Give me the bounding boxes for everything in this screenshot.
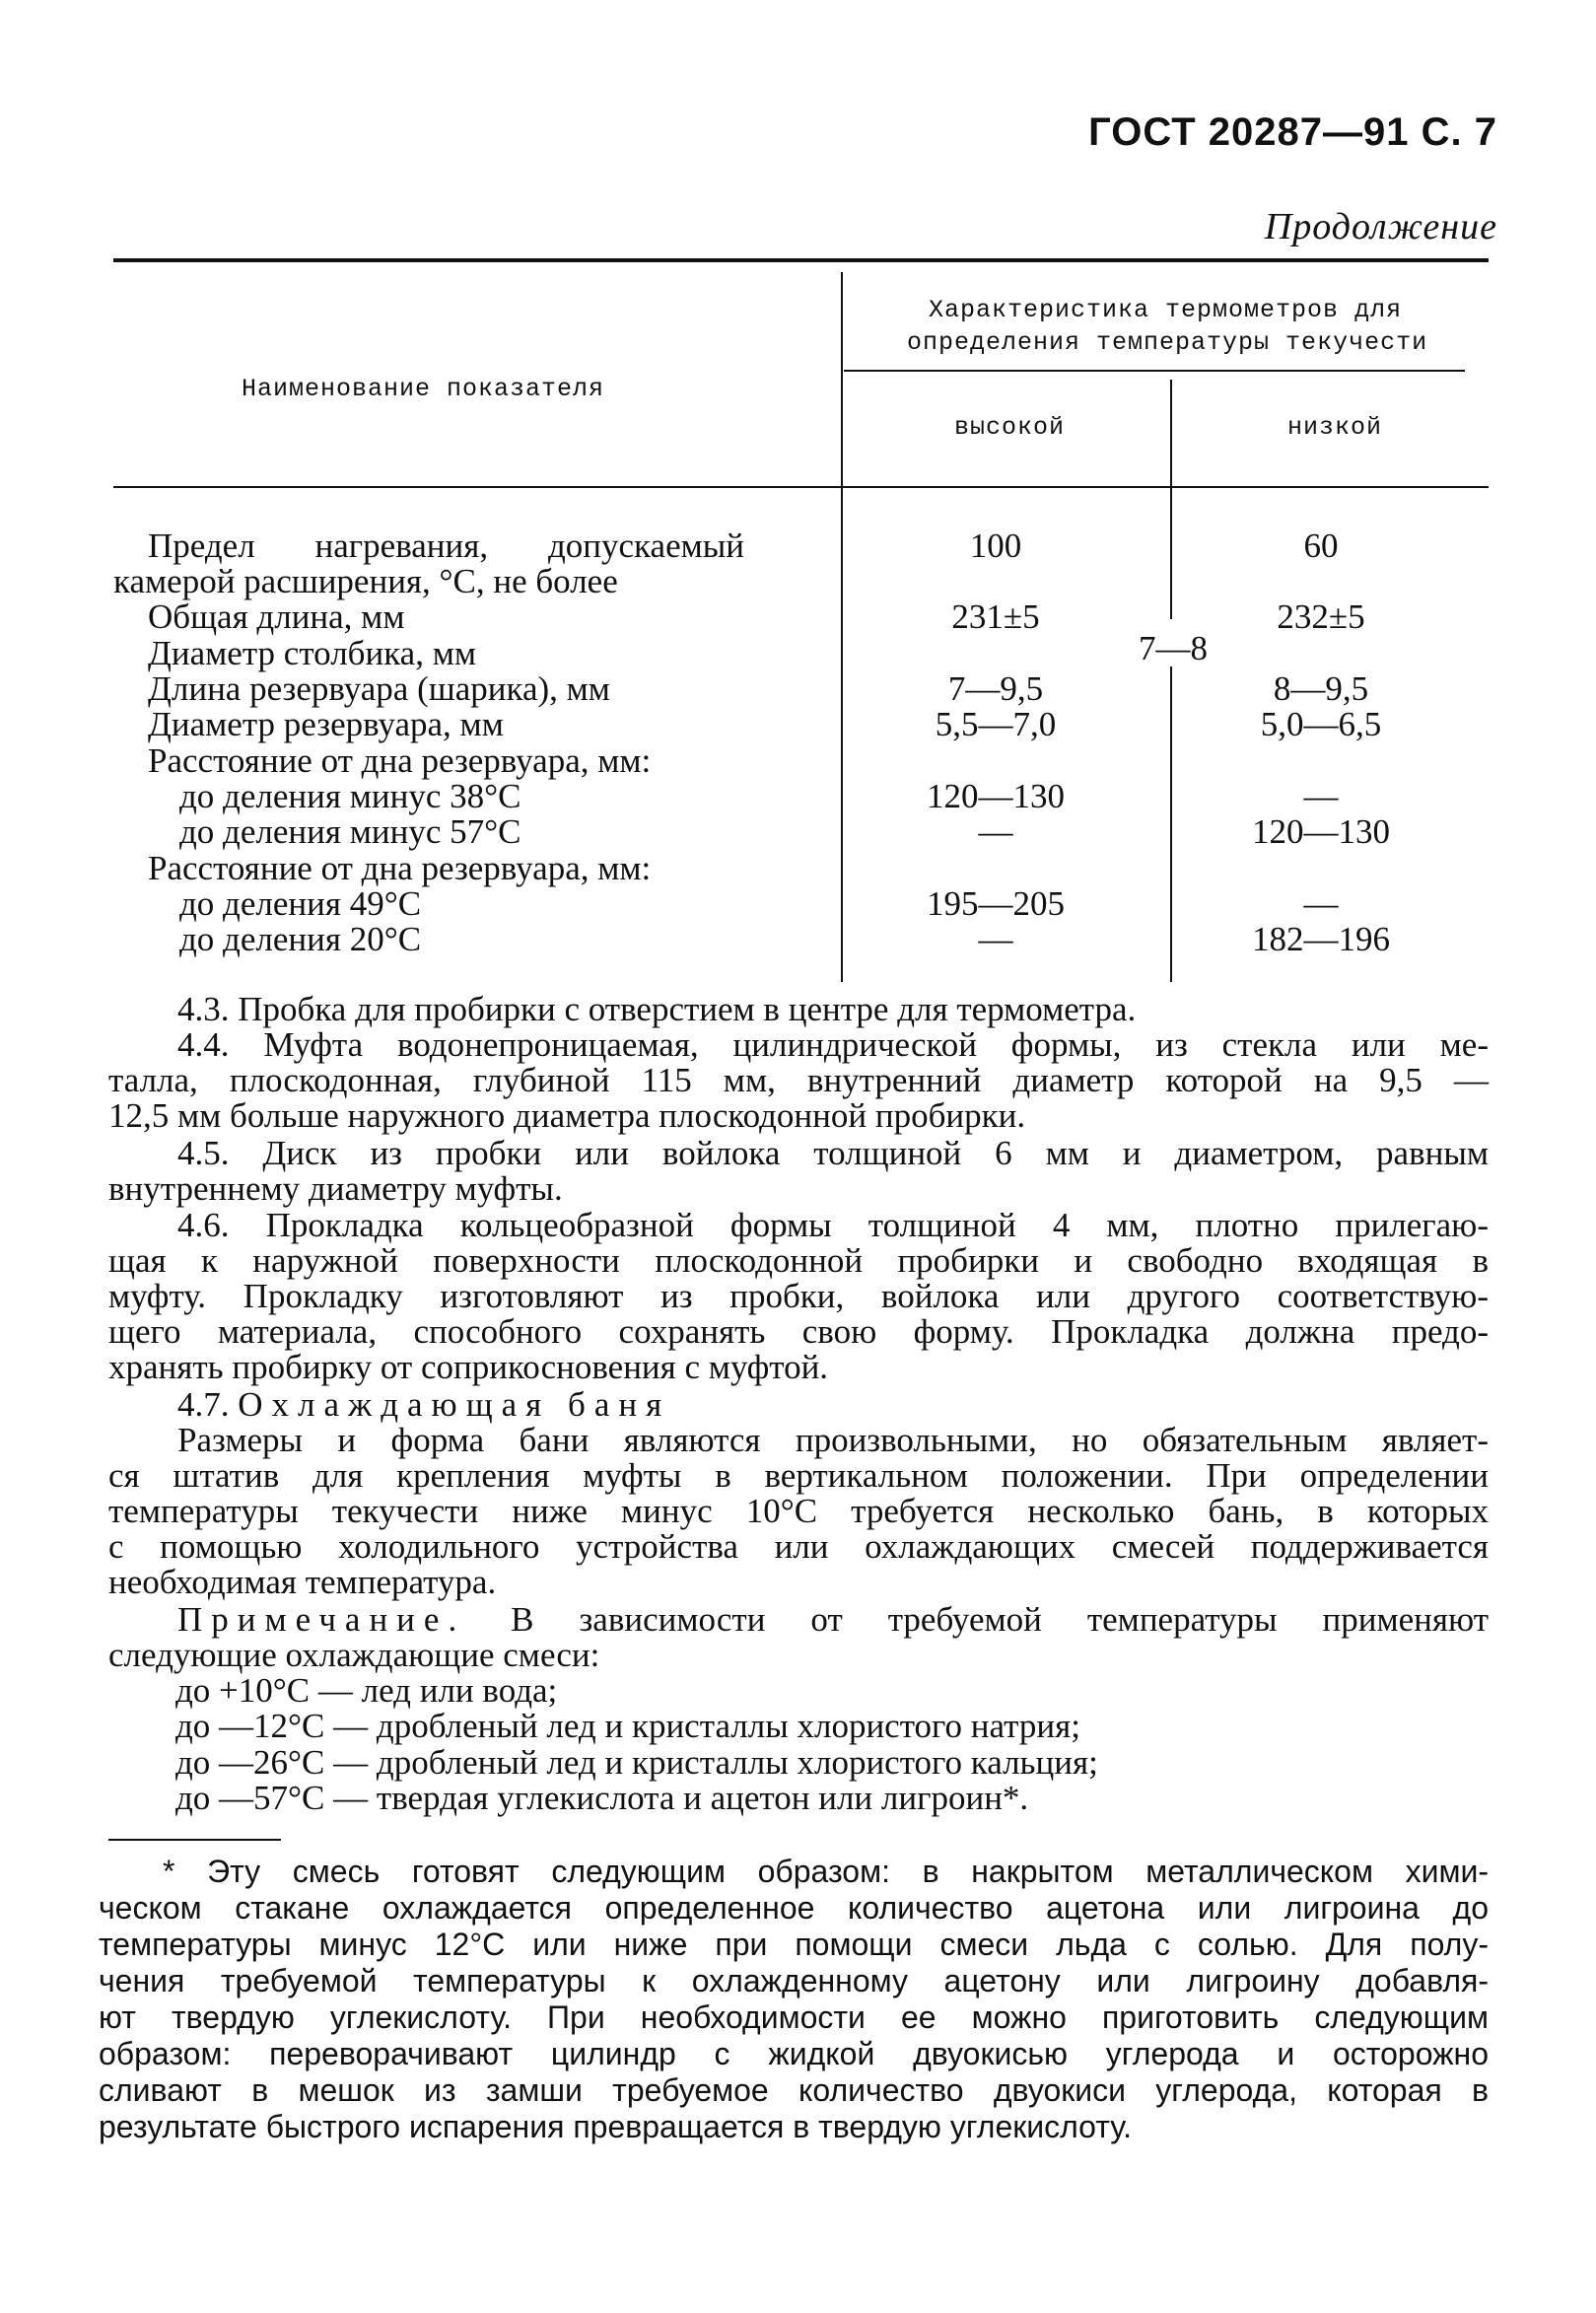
paragraph-line: щая к наружной поверхности плоскодонной пробирки и свободно входящая в [108, 1241, 1489, 1280]
paragraph-line: 4.4. Муфта водонепроницаемая, цилиндрической формы, из стекла или ме- [177, 1025, 1489, 1064]
footnote [99, 1854, 1489, 2145]
paragraph-4-7 [108, 1423, 1489, 1600]
footnote-rule [108, 1839, 281, 1841]
row-label: до деления 20°С [179, 920, 422, 958]
paragraph-line: 4.5. Диск из пробки или войлока толщиной 6 мм и диаметром, равным [177, 1134, 1489, 1172]
row-label: Общая длина, мм [148, 597, 405, 636]
note-text: В зависимости от требуемой температуры применяют [511, 1600, 1489, 1639]
paragraph-line: талла, плоскодонная, глубиной 115 мм, внутренний диаметр которой на 9,5 — [108, 1061, 1489, 1099]
paragraph-4-3: 4.3. Пробка для пробирки с отверстием в центре для термометра. [177, 990, 1137, 1028]
paragraph-line: муфту. Прокладку изготовляют из пробки, войлока или другого соответствую- [108, 1277, 1489, 1315]
cell-low: 182—196 [1252, 920, 1390, 958]
cell-high: 120—130 [927, 777, 1065, 815]
cell-low: 8—9,5 [1273, 669, 1369, 708]
paragraph-4-6 [108, 1208, 1489, 1385]
row-label: до деления минус 57°С [179, 812, 521, 851]
header-group-line2: определения температуры текучести [907, 328, 1428, 357]
cell-high: 195—205 [927, 884, 1065, 923]
note [108, 1602, 1489, 1673]
page-header: ГОСТ 20287—91 С. 7 [1088, 110, 1497, 154]
row-label: до деления 49°С [179, 884, 422, 923]
paragraph-line: Размеры и форма бани являются произвольными, но обязательным являет- [177, 1421, 1489, 1459]
row-label: Длина резервуара (шарика), мм [148, 669, 610, 708]
header-col-high: высокой [954, 413, 1066, 442]
header-col-low: низкой [1287, 413, 1383, 442]
section-number: 4.7. [177, 1385, 230, 1424]
header-group-line1: Характеристика термометров для [929, 296, 1403, 324]
cell-low: 232±5 [1277, 597, 1365, 636]
mixture-item: до —26°С — дробленый лед и кристаллы хлористого кальция; [175, 1743, 1098, 1782]
cell-high: — [978, 812, 1013, 851]
section-title: Охлаждающая баня [238, 1385, 671, 1424]
cell-high: 231±5 [951, 597, 1040, 636]
footnote-line: сливают в мешок из замши требуемое количество двуокиси углерода, которая в [99, 2072, 1489, 2108]
footnote-line: результате быстрого испарения превращается в твердую углекислоту. [99, 2109, 1132, 2144]
table-top-rule [113, 258, 1489, 262]
cell-high: 5,5—7,0 [935, 705, 1057, 743]
continuation-label: Продолжение [1264, 206, 1497, 247]
note-line: следующие охлаждающие смеси: [108, 1636, 600, 1674]
row-label: камерой расширения, °С, не более [113, 562, 618, 600]
row-label: Предел нагревания, допускаемый [148, 526, 744, 565]
paragraph-4-5 [108, 1136, 1489, 1207]
mixture-item: до —57°С — твердая углекислота и ацетон или лигроин*. [175, 1779, 1029, 1817]
cell-low: — [1303, 777, 1339, 815]
footnote-line: * Эту смесь готовят следующим образом: в накрытом металлическом хими- [163, 1854, 1489, 1889]
row-label: до деления минус 38°С [179, 777, 521, 815]
paragraph-line: 4.6. Прокладка кольцеобразной формы толщиной 4 мм, плотно прилегаю- [177, 1206, 1489, 1244]
cell-high: 7—9,5 [947, 669, 1044, 708]
mixture-item: до —12°С — дробленый лед и кристаллы хлористого натрия; [175, 1707, 1080, 1745]
row-label: Расстояние от дна резервуара, мм: [148, 741, 652, 780]
paragraph-line: внутреннему диаметру муфты. [108, 1169, 563, 1208]
paragraph-line: ся штатив для крепления муфты в вертикальном положении. При определении [108, 1456, 1489, 1495]
cell-low: 120—130 [1252, 812, 1390, 851]
mixture-item: до +10°С — лед или вода; [175, 1671, 558, 1710]
table-subheader-divider [844, 370, 1465, 372]
note-line [108, 1602, 1489, 1638]
paragraph-4-4 [108, 1027, 1489, 1134]
paragraph-line: 12,5 мм больше наружного диаметра плоскодонной пробирки. [108, 1096, 1026, 1135]
paragraph-line: щего материала, способного сохранять свою форму. Прокладка должна предо- [108, 1312, 1489, 1351]
table-header-divider [113, 486, 1489, 488]
cell-shared-column-diameter: 7—8 [1104, 631, 1242, 666]
table-column-divider-1 [841, 272, 843, 982]
paragraph-line: хранять пробирку от соприкосновения с муфтой. [108, 1348, 829, 1386]
cell-high: 100 [969, 526, 1022, 565]
header-col-name: Наименование показателя [242, 375, 605, 403]
paragraph-line: необходимая температура. [108, 1563, 497, 1601]
footnote-line: образом: переворачивают цилиндр с жидкой двуокисью углерода и осторожно [99, 2036, 1489, 2071]
section-4-7-heading [177, 1387, 670, 1423]
row-label: Диаметр столбика, мм [148, 634, 477, 672]
paragraph-line: температуры текучести ниже минус 10°С требуется несколько бань, в которых [108, 1492, 1489, 1530]
cell-low: 60 [1303, 526, 1339, 565]
paragraph-line: с помощью холодильного устройства или охлаждающих смесей поддерживается [108, 1527, 1489, 1566]
table-column-divider-2b [1170, 663, 1172, 982]
row-label: Расстояние от дна резервуара, мм: [148, 849, 652, 887]
footnote-line: температуры минус 12°С или ниже при помощи смеси льда с солью. Для полу- [99, 1927, 1489, 1962]
note-label: Примечание. [177, 1600, 466, 1639]
footnote-line: ют твердую углекислоту. При необходимости ее можно приготовить следующим [99, 1999, 1489, 2035]
cell-high: — [978, 920, 1013, 958]
footnote-line: чения требуемой температуры к охлажденному ацетону или лигроину добавля- [99, 1963, 1489, 1998]
cell-low: — [1303, 884, 1339, 923]
cell-low: 5,0—6,5 [1260, 705, 1382, 743]
row-label: Диаметр резервуара, мм [148, 705, 504, 743]
table-column-divider-2 [1170, 380, 1172, 619]
footnote-line: ческом стакане охлаждается определенное количество ацетона или лигроина до [99, 1890, 1489, 1926]
